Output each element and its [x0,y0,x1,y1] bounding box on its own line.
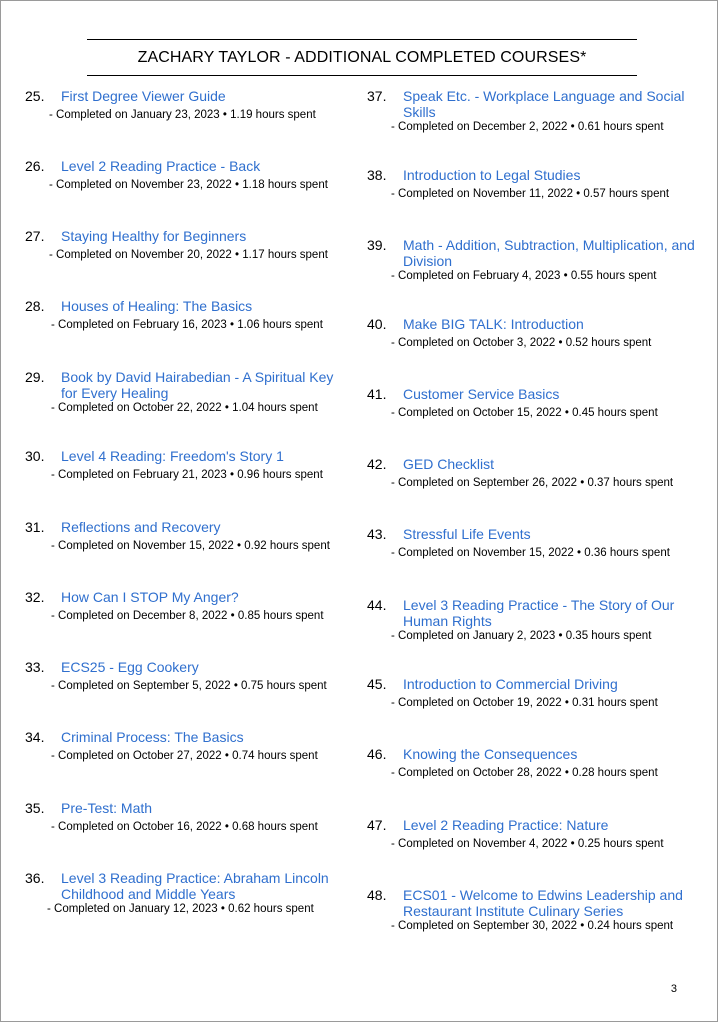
course-entry [367,167,707,201]
course-entry [367,237,707,283]
course-entry [367,676,707,710]
course-detail: - Completed on December 2, 2022 • 0.61 hours spent [391,121,664,133]
page-title: ZACHARY TAYLOR - ADDITIONAL COMPLETED COURSES* [137,48,587,66]
course-entry [367,887,707,933]
course-link[interactable]: Criminal Process: The Basics [61,729,244,745]
course-number: 30. [25,448,45,464]
course-detail: - Completed on November 15, 2022 • 0.92 hours spent [51,540,330,552]
course-detail: - Completed on December 8, 2022 • 0.85 hours spent [51,610,324,622]
course-link[interactable]: Speak Etc. - Workplace Language and Social Skills [403,88,685,120]
course-link[interactable]: First Degree Viewer Guide [61,88,226,104]
course-number: 33. [25,659,45,675]
course-link[interactable]: ECS01 - Welcome to Edwins Leadership and Restaurant Institute Culinary Series [403,887,683,919]
course-number: 26. [25,158,45,174]
course-detail: - Completed on November 15, 2022 • 0.36 hours spent [391,547,670,559]
course-number: 32. [25,589,45,605]
page-number: 3 [670,983,677,995]
course-entry [367,746,707,780]
course-entry [25,870,355,916]
course-detail: - Completed on February 4, 2023 • 0.55 hours spent [391,270,657,282]
course-link[interactable]: Staying Healthy for Beginners [61,228,247,244]
course-detail: - Completed on November 20, 2022 • 1.17 hours spent [49,249,328,261]
course-detail: - Completed on October 22, 2022 • 1.04 hours spent [51,402,318,414]
course-entry [367,597,707,643]
course-detail: - Completed on November 11, 2022 • 0.57 hours spent [391,188,670,200]
course-number: 29. [25,369,45,385]
course-detail: - Completed on October 28, 2022 • 0.28 hours spent [391,767,658,779]
course-detail: - Completed on January 2, 2023 • 0.35 hours spent [391,630,652,642]
course-entry [25,729,355,763]
course-entry [25,228,355,262]
course-link[interactable]: How Can I STOP My Anger? [61,589,239,605]
course-number: 47. [367,817,387,833]
course-entry [25,519,355,553]
course-number: 39. [367,237,387,253]
course-number: 25. [25,88,45,104]
course-number: 31. [25,519,45,535]
course-number: 38. [367,167,387,183]
course-detail: - Completed on November 4, 2022 • 0.25 hours spent [391,838,664,850]
course-link[interactable]: GED Checklist [403,456,495,472]
course-detail: - Completed on October 16, 2022 • 0.68 hours spent [51,821,318,833]
course-detail: - Completed on September 5, 2022 • 0.75 hours spent [51,680,327,692]
course-link[interactable]: Level 2 Reading Practice: Nature [403,817,609,833]
course-number: 48. [367,887,387,903]
course-entry [25,448,355,482]
course-link[interactable]: Level 4 Reading: Freedom's Story 1 [61,448,284,464]
course-number: 40. [367,316,387,332]
course-entry [25,369,355,415]
course-entry [367,386,707,420]
course-link[interactable]: Stressful Life Events [403,526,531,542]
course-link[interactable]: Pre-Test: Math [61,800,153,816]
course-link[interactable]: Math - Addition, Subtraction, Multiplication, and Division [403,237,695,269]
course-link[interactable]: Book by David Hairabedian - A Spiritual Key for Every Healing [61,369,334,401]
course-entry [25,659,355,693]
course-detail: - Completed on October 27, 2022 • 0.74 hours spent [51,750,318,762]
course-detail: - Completed on October 19, 2022 • 0.31 hours spent [391,697,658,709]
course-detail: - Completed on November 23, 2022 • 1.18 hours spent [49,179,328,191]
course-number: 37. [367,88,387,104]
course-number: 36. [25,870,45,886]
page-title-block [87,39,637,76]
course-number: 43. [367,526,387,542]
course-number: 46. [367,746,387,762]
course-detail: - Completed on February 21, 2023 • 0.96 hours spent [51,469,323,481]
course-entry [367,526,707,560]
course-detail: - Completed on January 23, 2023 • 1.19 hours spent [49,109,316,121]
course-entry [367,88,707,134]
course-link[interactable]: Make BIG TALK: Introduction [403,316,584,332]
course-entry [25,298,355,332]
course-entry [25,800,355,834]
course-entry [25,158,355,192]
course-entry [25,589,355,623]
course-number: 35. [25,800,45,816]
course-link[interactable]: Reflections and Recovery [61,519,221,535]
course-number: 45. [367,676,387,692]
course-link[interactable]: Introduction to Commercial Driving [403,676,618,692]
course-link[interactable]: Level 3 Reading Practice - The Story of Our Human Rights [403,597,675,629]
course-entry [367,456,707,490]
course-detail: - Completed on February 16, 2023 • 1.06 hours spent [51,319,323,331]
course-number: 28. [25,298,45,314]
course-link[interactable]: Knowing the Consequences [403,746,578,762]
course-number: 41. [367,386,387,402]
course-link[interactable]: Houses of Healing: The Basics [61,298,253,314]
course-detail: - Completed on October 3, 2022 • 0.52 hours spent [391,337,652,349]
course-entry [367,817,707,851]
course-entry [25,88,355,122]
course-link[interactable]: Level 2 Reading Practice - Back [61,158,261,174]
course-link[interactable]: Customer Service Basics [403,386,560,402]
course-number: 27. [25,228,45,244]
course-number: 34. [25,729,45,745]
course-detail: - Completed on January 12, 2023 • 0.62 hours spent [47,903,314,915]
course-entry [367,316,707,350]
course-number: 42. [367,456,387,472]
course-detail: - Completed on September 26, 2022 • 0.37 hours spent [391,477,674,489]
course-link[interactable]: Level 3 Reading Practice: Abraham Lincoln Childhood and Middle Years [61,870,329,902]
course-detail: - Completed on September 30, 2022 • 0.24 hours spent [391,920,674,932]
course-number: 44. [367,597,387,613]
course-link[interactable]: Introduction to Legal Studies [403,167,581,183]
course-detail: - Completed on October 15, 2022 • 0.45 hours spent [391,407,658,419]
course-link[interactable]: ECS25 - Egg Cookery [61,659,199,675]
